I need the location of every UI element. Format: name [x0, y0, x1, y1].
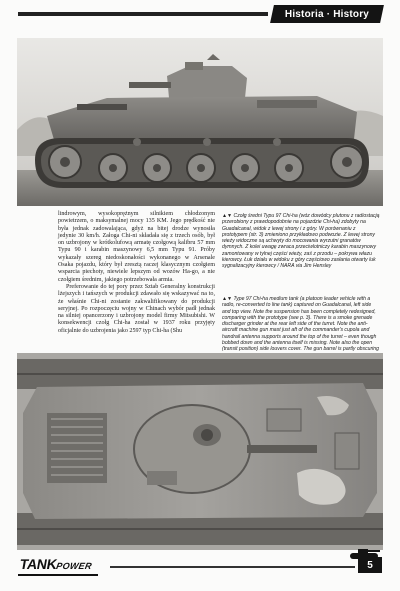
- caption-polish-text: Czołg średni Typu 97 Chi-ha (wóz dowódcy plutonu z radiostacją przerobiony z prawdopodobnie na pojazdzie Chi-ha) zdobyty na Guadalcanal, widok z lewej strony i z góry. W porównaniu z prototypem (str. 3) zmieniono przykładowo podwozie. Z lewej strony wieży widoczne są uchwyty do mocowania wyrzutni granatów dymnych. Z kolei uwagę zwraca przeciwlotniczy karabin maszynowy zamontowany w tylnej części wieży, zaś z przodu – pokrywa włazu kierowcy. Łuk działu w widoku z góry częściowo zasłania otwarty luk sygnalizacyjny kierowcy / NARA via Jim Hensley: [222, 213, 380, 270]
- section-tag: [270, 5, 384, 23]
- section-label: Historia · History: [284, 8, 370, 20]
- tank-top-photo: [17, 353, 383, 550]
- tank-side-photo: [17, 38, 383, 206]
- article-paragraph: Preferowanie do tej pory przez Sztab Generalny konstrukcji lżejszych i tańszych w produkcji zdawało się wskazywać na to, że właśnie Chi-ni zostanie zakwalifikowany do produkcji seryjnej. Po rozpoczęciu wojny w Chinach wybór padł jednak na silniej opancerzony i uzbrojony model firmy Mitsubishi. W konsekwencji czołg Chi-ha został w 1937 roku przyjęty oficjalnie do uzbrojenia jako 2597 typ Chi-ha (Shu: [58, 283, 215, 334]
- caption-english-text: Type 97 Chi-ha medium tank (a platoon leader vehicle with a radio, re-converted to line tank) captured on Guadalcanal, left side and top view. Note the suspension has been completely redesigned, comparing with the prototype (see p. 3). There is a smoke grenade discharger grinder at the rear left side of the turret. Note the anti-aircraft machine gun mast just aft of the commander's cupola and handrail antenna supports around the top of the turret – even though bobbed down and the antenna itself is missing. Note also the open (transit position) side louvers cover. The gun barrel is partly obscuring: [222, 296, 379, 353]
- logo-underline: [18, 574, 98, 576]
- caption-arrow-icon: ▲▼: [222, 213, 233, 219]
- article-paragraph: lindrowym, wysokoprężnym silnikiem chłodzonym powietrzem, o maksymalnej mocy 135 KM. Jego prędkość nie była jednak zadowalająca, gdyż na bitej drodze wynosiła jedynie 30 km/h. Załoga Chi-ni składała się z trzech osób, był on uzbrojony w krótkolufową armatę czołgową kalibru 57 mm Typu 90 i karabin maszynowy 6,5 mm Typu 91. Próby wykazały szereg niedoskonałości wykonanego w Arsenale Osaka pojazdu, który był zresztą raczej klasycznym czołgiem wsparcia piechoty, niewiele lepszym od wozów Ha-go, a nie czołgiem średnim, jakiego potrzebowała armia.: [58, 211, 215, 283]
- page-number: 5: [367, 559, 373, 571]
- caption-arrow-icon: ▲▼: [222, 296, 233, 302]
- logo-power: POWER: [55, 561, 93, 571]
- caption-polish: [222, 213, 380, 270]
- logo-tank: TANK: [18, 556, 59, 572]
- footer-rule: [110, 566, 355, 568]
- magazine-logo: [19, 556, 94, 572]
- header-rule: [18, 12, 268, 16]
- article-column: [58, 211, 215, 335]
- page-number-box: [358, 557, 382, 573]
